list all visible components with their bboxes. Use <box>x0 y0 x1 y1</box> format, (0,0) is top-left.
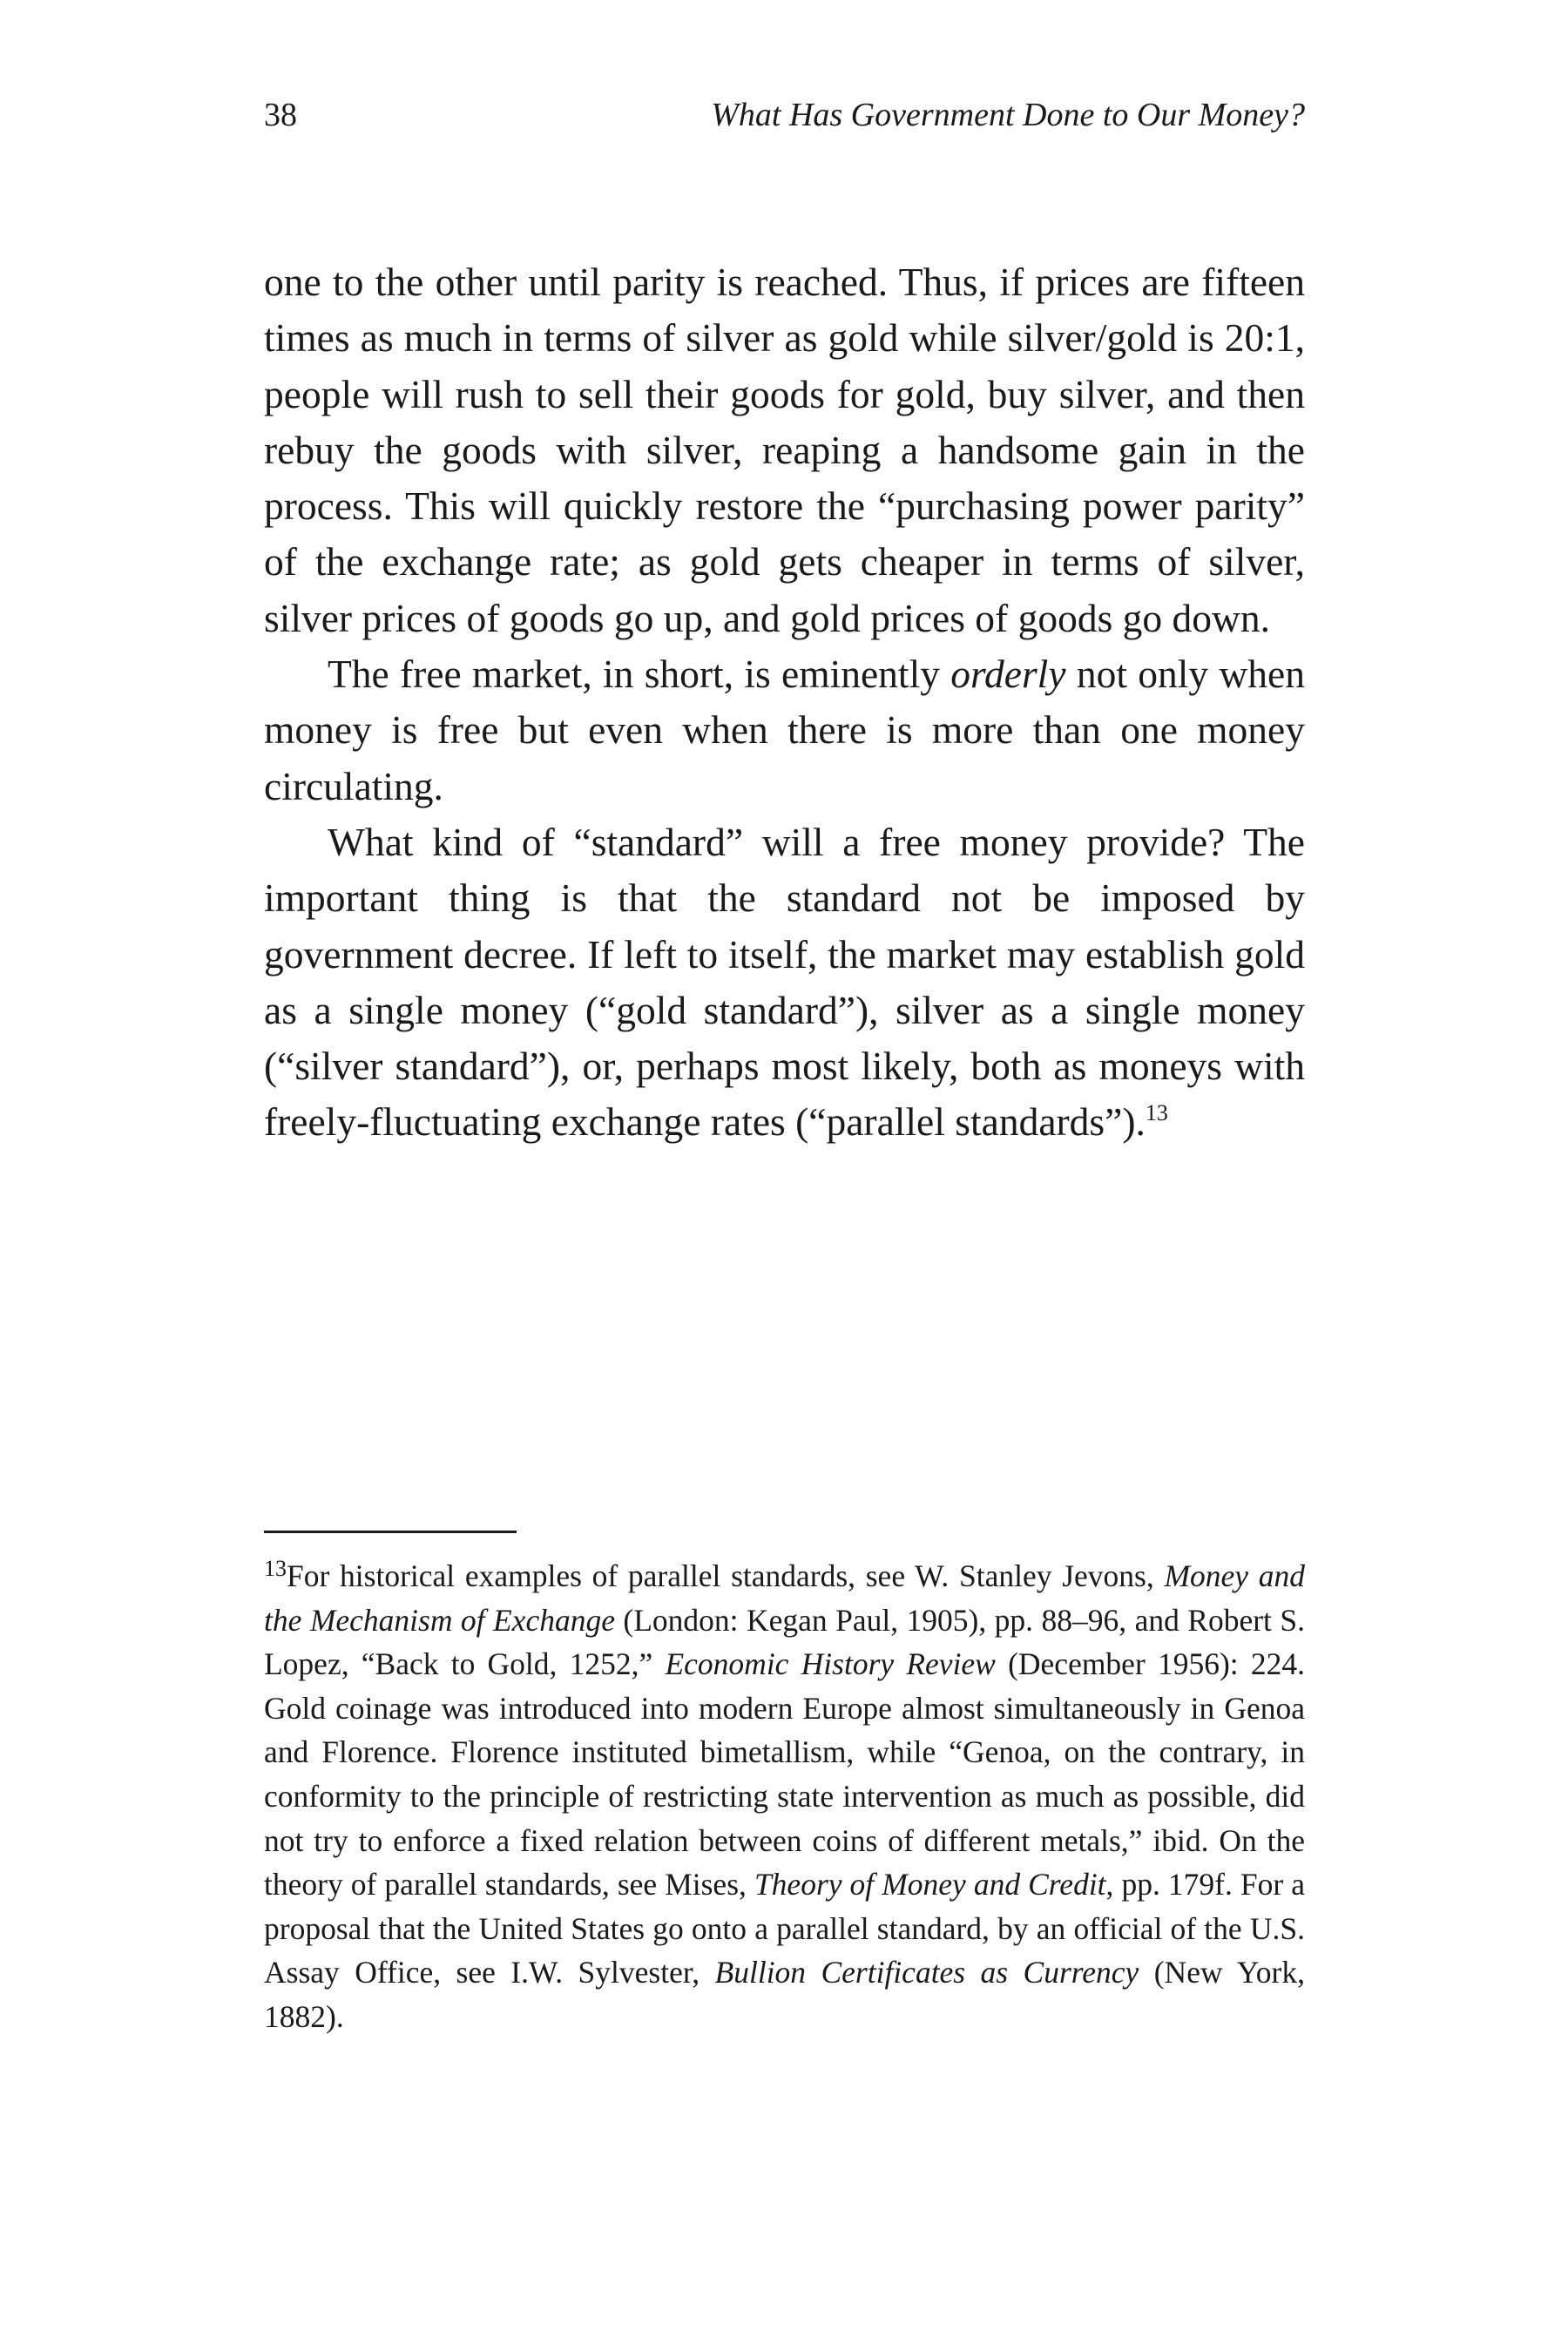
page-number: 38 <box>264 97 297 133</box>
footnote-seg-1: For historical examples of parallel standards, see W. Stanley Jevons, <box>287 1558 1165 1593</box>
footnote-title-4: Bullion Certificates as Currency <box>714 1955 1139 1990</box>
footnote-reference[interactable]: 13 <box>1145 1100 1168 1126</box>
body-text <box>264 254 1305 1151</box>
footnote-title-1: Money and the Mechanism of Exchange <box>264 1558 1305 1638</box>
paragraph-2-after: not only when money is free but even when there is more than one money circulating. <box>264 652 1305 808</box>
paragraph-1-text: one to the other until parity is reached. Thus, if prices are fifteen times as much in terms of silver as gold while silver/gold is 20:1, people will rush to sell their goods for gold, buy silver, and then rebuy the goods with silver, reaping a handsome gain in the process. This will quickly restore the “purchasing power parity” of the exchange rate; as gold gets cheaper in terms of silver, silver prices of goods go up, and gold prices of goods go down. <box>264 260 1305 640</box>
paragraph-continuation <box>264 254 1305 646</box>
footnote-seg-2: (London: Kegan Paul, 1905), pp. 88–96, and Robert S. Lopez, “Back to Gold, 1252,” <box>264 1602 1305 1682</box>
footnote-number: 13 <box>264 1556 287 1581</box>
book-title: What Has Government Done to Our Money? <box>711 97 1305 133</box>
footnote-seg-3: (December 1956): 224. Gold coinage was introduced into modern Europe almost simultaneously in Genoa and Florence. Florence instituted bimetallism, while “Genoa, on the contrary, in conformity to the principle of restricting state intervention as much as possible, did not try to enforce a fixed relation between coins of different metals,” ibid. On the theory of parallel standards, see Mises, <box>264 1646 1306 1903</box>
footnote-seg-5: (New York, 1882). <box>264 1955 1305 2034</box>
footnote <box>264 1554 1305 2039</box>
paragraph-standard <box>264 814 1305 1151</box>
running-head <box>264 94 1305 136</box>
emphasis-orderly: orderly <box>950 652 1066 697</box>
paragraph-free-market <box>264 646 1305 814</box>
footnote-title-2: Economic History Review <box>665 1646 996 1682</box>
paragraph-2-before: The free market, in short, is eminently <box>328 652 951 697</box>
footnote-title-3: Theory of Money and Credit <box>754 1867 1106 1903</box>
paragraph-3-text: What kind of “standard” will a free money provide? The important thing is that the standard not be imposed by government decree. If left to itself, the market may establish gold as a single money (“gold standard”), silver as a single money (“silver standard”), or, perhaps most likely, both as moneys with freely-fluctuating exchange rates (“parallel standards”). <box>264 819 1305 1145</box>
footnote-divider <box>264 1531 517 1533</box>
footnote-seg-4: , pp. 179f. For a proposal that the United States go onto a parallel standard, by an official of the U.S. Assay Office, see I.W. Sylvester, <box>264 1867 1305 1990</box>
